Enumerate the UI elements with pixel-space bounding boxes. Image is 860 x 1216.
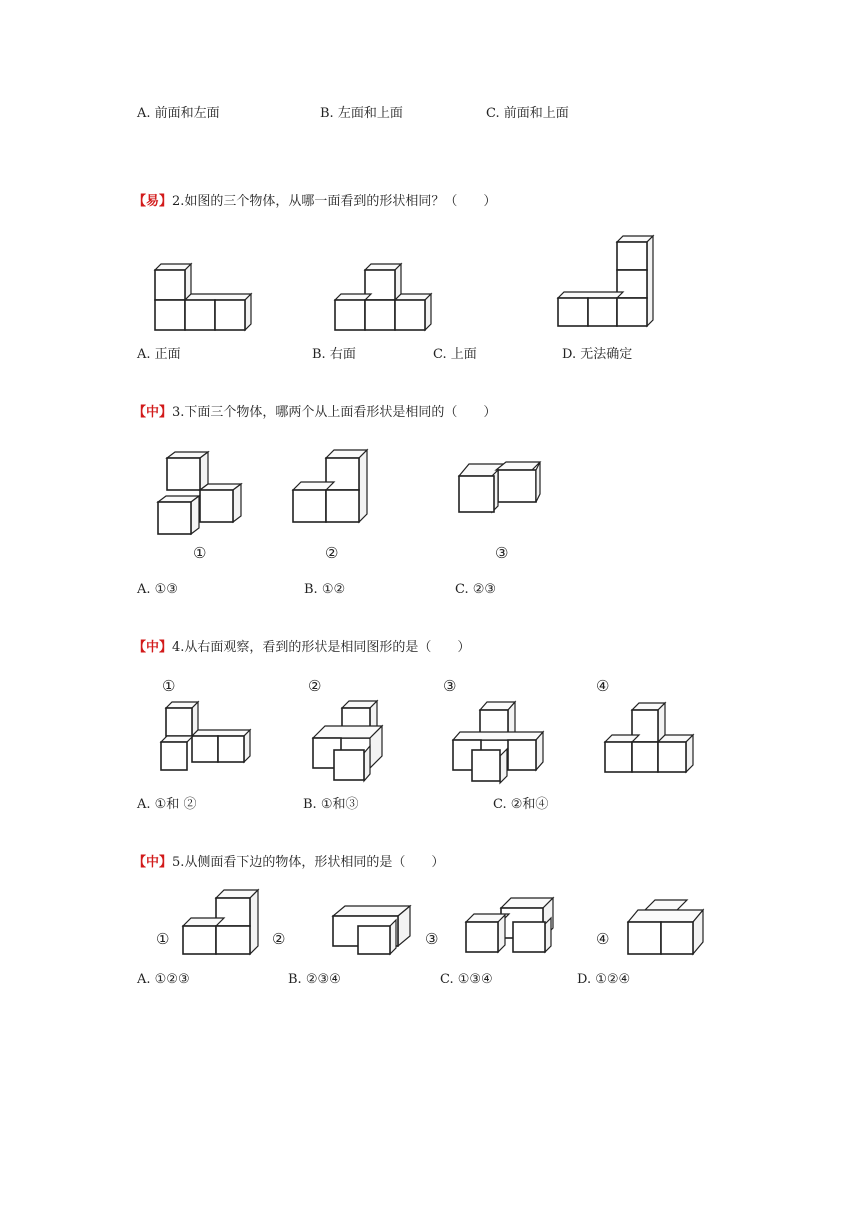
q3-text: 3.下面三个物体，哪两个从上面看形状是相同的（ ）	[172, 405, 497, 420]
q5-label-4: ④	[596, 930, 610, 948]
q2-figure-2	[330, 262, 440, 336]
q3-figure-2	[293, 448, 378, 532]
q2-text: 2.如图的三个物体，从哪一面看到的形状相同？（ ）	[172, 194, 497, 209]
q2-option-a: A. 正面	[137, 347, 181, 362]
q5-figure-3	[463, 896, 563, 965]
q4-figure-3	[450, 698, 550, 787]
q5-label-3: ③	[425, 930, 439, 948]
q4-text: 4.从右面观察，看到的形状是相同图形的是（ ）	[172, 640, 471, 655]
q5-option-a: A. ①②③	[137, 972, 190, 987]
q4-label-1: ①	[162, 677, 176, 695]
q4-label-3: ③	[443, 677, 457, 695]
q3-option-b: B. ①②	[304, 582, 346, 597]
q4-prompt	[133, 640, 470, 656]
q5-figure-4	[625, 898, 715, 964]
q5-figure-2	[328, 900, 418, 964]
q3-prompt	[133, 405, 496, 421]
q2-option-c: C. 上面	[433, 347, 477, 362]
q3-label-2: ②	[325, 544, 339, 562]
q5-figure-1	[180, 888, 270, 964]
q2-figure-3	[555, 236, 665, 335]
q4-label-2: ②	[308, 677, 322, 695]
q3-label-3: ③	[495, 544, 509, 562]
q5-option-d: D. ①②④	[577, 972, 631, 987]
q4-figure-1	[158, 700, 258, 779]
q1-option-a: A. 前面和左面	[137, 106, 220, 121]
q4-option-b: B. ①和③	[303, 797, 359, 812]
q5-prompt	[133, 855, 444, 871]
q1-option-b: B. 左面和上面	[320, 106, 403, 121]
q3-figure-3	[456, 458, 546, 522]
q2-prompt	[133, 194, 496, 210]
q5-option-c: C. ①③④	[440, 972, 493, 987]
q3-label-1: ①	[193, 544, 207, 562]
q2-difficulty-tag: 【易】	[133, 194, 173, 209]
q5-option-b: B. ②③④	[288, 972, 341, 987]
q1-option-c: C. 前面和上面	[486, 106, 569, 121]
q4-figure-4	[602, 700, 702, 782]
q5-label-2: ②	[272, 930, 286, 948]
q2-figure-1	[150, 262, 260, 336]
q2-option-d: D. 无法确定	[562, 347, 633, 362]
q3-difficulty-tag: 【中】	[133, 405, 173, 420]
q4-option-c: C. ②和④	[493, 797, 549, 812]
q4-figure-2	[310, 698, 400, 787]
q2-option-b: B. 右面	[312, 347, 356, 362]
q3-option-c: C. ②③	[455, 582, 497, 597]
q4-label-4: ④	[596, 677, 610, 695]
q5-label-1: ①	[156, 930, 170, 948]
q5-difficulty-tag: 【中】	[133, 855, 173, 870]
q3-option-a: A. ①③	[137, 582, 178, 597]
q3-figure-1	[155, 452, 245, 541]
q4-option-a: A. ①和 ②	[137, 797, 197, 812]
q4-difficulty-tag: 【中】	[133, 640, 173, 655]
q5-text: 5.从侧面看下边的物体，形状相同的是（ ）	[172, 855, 445, 870]
